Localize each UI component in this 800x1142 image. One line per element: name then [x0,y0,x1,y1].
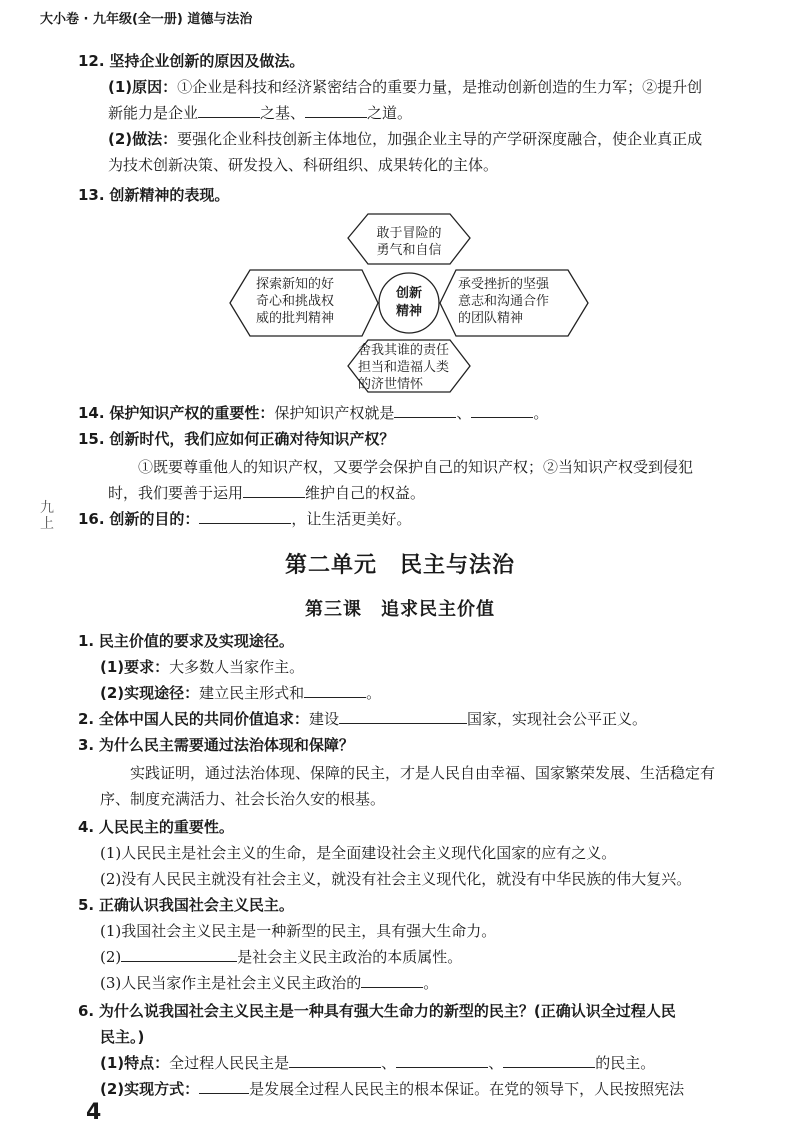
text: 之道。 [367,104,413,122]
text: 是社会主义民主政治的本质属性。 [237,948,463,966]
center-line: 精神 [395,304,422,319]
text-line: 意志和沟通合作 [458,294,550,309]
q15-line-2 [108,482,425,503]
lesson-question-5-title [78,894,294,915]
question-number: 5. [78,896,95,914]
question-number: 3. [78,736,95,754]
text-line: 勇气和自信 [376,243,442,258]
question-title: 创新的目的： [109,510,200,528]
text: ①企业是科技和经济紧密结合的重要力量，是推动创新创造的生力军；②提升创 [177,78,703,96]
text: 。 [423,974,439,992]
text: 是发展全过程人民民主的根本保证。在党的领导下，人民按照宪法 [249,1080,685,1098]
question-number: 13. [78,186,105,204]
fill-blank[interactable] [243,483,305,498]
text: 大多数人当家作主。 [169,658,305,676]
lesson-title: 第三课 追求民主价值 [305,599,495,620]
fill-blank[interactable] [289,1053,381,1068]
label: (2)实现途径： [100,684,200,702]
fill-blank[interactable] [394,403,456,418]
diagram-center [379,285,439,321]
l4-line-a: (1)人民民主是社会主义的生命，是全面建设社会主义现代化国家的应有之义。 [100,844,617,862]
question-12-title [78,50,304,71]
question-number: 15. [78,430,105,448]
question-number: 1. [78,632,95,650]
l1-line-a [100,656,304,677]
text: 国家，实现社会公平正义。 [466,710,647,728]
text: 、 [381,1054,397,1072]
text-line: 敢于冒险的 [376,226,442,241]
fill-blank[interactable] [503,1053,595,1068]
lesson-question-6-title-cont [100,1026,144,1047]
text: 新能力是企业 [108,104,199,122]
text: 建立民主形式和 [199,684,305,702]
innovation-spirit-diagram [228,212,590,394]
question-title: 为什么民主需要通过法治体现和保障？ [98,736,354,754]
question-number: 4. [78,818,95,836]
l5-line-c [100,972,438,993]
text: 的民主。 [595,1054,656,1072]
text-line: 的团队精神 [458,311,524,326]
question-15-title [78,428,394,449]
question-14 [78,402,548,423]
question-number: 16. [78,510,105,528]
text: 、 [488,1054,504,1072]
question-title: 全体中国人民的共同价值追求： [98,710,309,728]
fill-blank[interactable] [339,709,467,724]
text-line: 承受挫折的坚强 [458,277,550,292]
question-title: 正确认识我国社会主义民主。 [98,896,294,914]
question-title: 保护知识产权的重要性： [109,404,275,422]
text: 建设 [308,710,339,728]
text: 保护知识产权就是 [274,404,395,422]
label-method: (2)做法： [108,130,178,148]
lesson-question-4-title [78,816,234,837]
fill-blank[interactable] [361,973,423,988]
q12-line-2 [108,102,412,123]
text: (3)人民当家作主是社会主义民主政治的 [100,974,362,992]
question-title: 人民民主的重要性。 [98,818,234,836]
text: 维护自己的权益。 [305,484,426,502]
q12-line-4: 为技术创新决策、研发投入、科研组织、成果转化的主体。 [108,156,499,174]
text-line: 的济世情怀 [358,377,424,392]
text: 要强化企业科技创新主体地位，加强企业主导的产学研深度融合，使企业真正成 [177,130,703,148]
fill-blank[interactable] [304,683,366,698]
text-line: 奇心和挑战权 [256,294,335,309]
center-line: 创新 [395,286,422,301]
text: (2) [100,948,122,966]
text: 全过程人民民主是 [169,1054,290,1072]
question-title: 创新时代，我们应如何正确对待知识产权？ [109,430,395,448]
text-line: 担当和造福人类 [358,360,450,375]
text-line: 舍我其谁的责任 [358,343,450,358]
l4-line-b: (2)没有人民民主就没有社会主义，就没有社会主义现代化，就没有中华民族的伟大复兴。 [100,870,692,888]
fill-blank[interactable] [471,403,533,418]
lesson-question-3-title [78,734,354,755]
side-margin-mark: 九 上 [40,500,54,532]
question-title: 坚持企业创新的原因及做法。 [109,52,305,70]
question-number: 14. [78,404,105,422]
label: (1)要求： [100,658,170,676]
question-title: 民主。) [100,1028,145,1046]
lesson-question-2 [78,708,647,729]
l5-line-b [100,946,462,967]
diagram-top-text [364,225,454,259]
diagram-bottom-text [358,342,449,393]
lesson-question-1-title [78,630,294,651]
l6-line-b [100,1078,684,1099]
l6-line-a [100,1052,655,1073]
text-line: 威的批判精神 [256,311,335,326]
q15-line-1: ①既要尊重他人的知识产权，又要学会保护自己的知识产权；②当知识产权受到侵犯 [138,458,694,476]
q12-line-1 [108,76,702,97]
label-reason: (1)原因： [108,78,178,96]
text: 时，我们要善于运用 [108,484,244,502]
question-number: 6. [78,1002,95,1020]
fill-blank[interactable] [199,509,291,524]
question-13-title [78,184,229,205]
page-header: 大小卷 · 九年级(全一册) 道德与法治 [40,12,253,27]
question-title: 民主价值的要求及实现途径。 [98,632,294,650]
fill-blank[interactable] [198,103,260,118]
l3-line-2: 序、制度充满活力、社会长治久安的根基。 [100,790,386,808]
page-number: 4 [86,1100,102,1125]
text: ，让生活更美好。 [291,510,412,528]
unit-title: 第二单元 民主与法治 [284,553,515,578]
fill-blank[interactable] [396,1053,488,1068]
label: (2)实现方式： [100,1080,200,1098]
question-title: 为什么说我国社会主义民主是一种具有强大生命力的新型的民主？(正确认识全过程人民 [98,1002,676,1020]
question-title: 创新精神的表现。 [109,186,230,204]
q12-line-3 [108,128,702,149]
text-line: 探索新知的好 [256,277,335,292]
fill-blank[interactable] [305,103,367,118]
diagram-right-text [458,276,549,327]
l5-line-a: (1)我国社会主义民主是一种新型的民主，具有强大生命力。 [100,922,497,940]
text: 、 [456,404,472,422]
question-number: 12. [78,52,105,70]
fill-blank[interactable] [199,1079,249,1094]
l1-line-b [100,682,381,703]
text: 。 [366,684,382,702]
label: (1)特点： [100,1054,170,1072]
question-number: 2. [78,710,95,728]
diagram-left-text [256,276,334,327]
lesson-question-6-title [78,1000,676,1021]
l3-line-1: 实践证明，通过法治体现、保障的民主，才是人民自由幸福、国家繁荣发展、生活稳定有 [130,764,716,782]
fill-blank[interactable] [121,947,237,962]
text: 之基、 [260,104,306,122]
question-16 [78,508,411,529]
text: 。 [533,404,549,422]
